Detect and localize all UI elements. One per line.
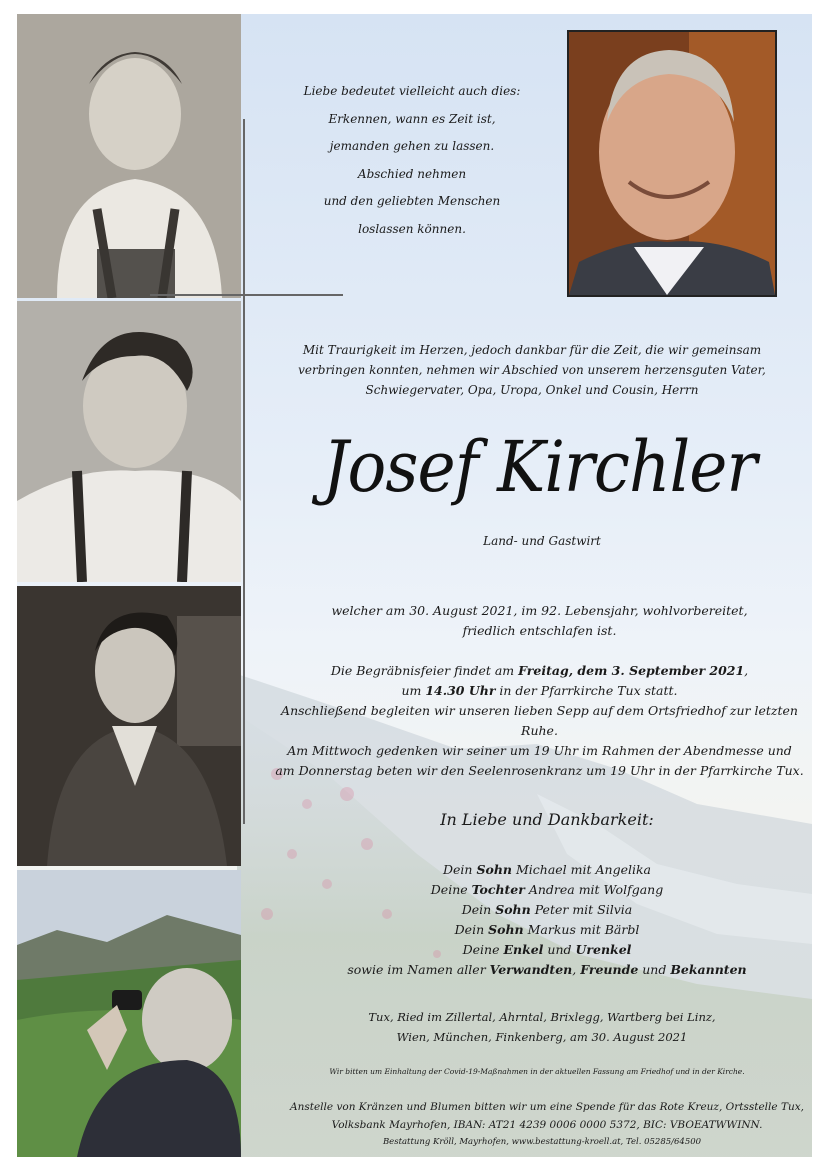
family-member: Deine Tochter Andrea mit Wolfgang (430, 882, 664, 897)
mass-line: am Donnerstag beten wir den Seelenrosenkranz um 19 Uhr in der Pfarrkirche Tux. (275, 763, 804, 778)
family-relatives: sowie im Namen aller Verwandten, Freunde und Bekannten (347, 962, 747, 977)
places-line: Wien, München, Finkenberg, am 30. August 2021 (396, 1030, 688, 1044)
intro-line: verbringen konnten, nehmen wir Abschied von unserem herzensguten Vater, (298, 363, 766, 377)
young-man-photo (17, 301, 241, 582)
obituary-page (17, 14, 812, 1157)
man-in-jacket-photo (17, 586, 241, 866)
deceased-name: Josef Kirchler (322, 426, 757, 508)
undertaker-info: Bestattung Kröll, Mayrhofen, www.bestattung-kroell.at, Tel. 05285/64500 (382, 1137, 702, 1147)
mass-line: Am Mittwoch gedenken wir seiner um 19 Uhr im Rahmen der Abendmesse und (287, 743, 792, 758)
family-list (297, 860, 797, 980)
funeral-info (267, 661, 812, 741)
poem-line: Abschied nehmen (357, 166, 467, 181)
poem (287, 78, 537, 243)
intro-line: Mit Traurigkeit im Herzen, jedoch dankbar für die Zeit, die wir gemeinsam (302, 343, 762, 357)
funeral-line-3: Anschließend begleiten wir unseren lieben Sepp auf dem Ortsfriedhof zur letzten Ruhe. (281, 703, 798, 738)
places-line: Tux, Ried im Zillertal, Ahrntal, Brixlegg, Wartberg bei Linz, (368, 1010, 716, 1024)
portrait-photo (567, 30, 777, 297)
intro-text (267, 340, 797, 400)
binoculars-photo (17, 870, 241, 1157)
poem-line: loslassen können. (358, 221, 466, 236)
funeral-line-1: Die Begräbnisfeier findet am Freitag, dem 3. September 2021, (330, 663, 749, 678)
mass-info (267, 741, 812, 781)
family-member: Dein Sohn Michael mit Angelika (443, 862, 651, 877)
poem-line: jemanden gehen zu lassen. (329, 139, 495, 153)
occupation: Land- und Gastwirt (483, 534, 601, 548)
childhood-photo (17, 14, 241, 298)
death-notice (267, 601, 812, 641)
death-line: friedlich entschlafen ist. (462, 623, 617, 638)
donation-info (287, 1098, 807, 1134)
donation-line: Anstelle von Kränzen und Blumen bitten wir um eine Spende für das Rote Kreuz, Ortsstelle Tux, (290, 1101, 804, 1113)
poem-line: Liebe bedeutet vielleicht auch dies: (303, 84, 521, 98)
donation-line: Volksbank Mayrhofen, IBAN: AT21 4239 0006 0000 5372, BIC: VBOEATWWINN. (331, 1119, 763, 1131)
covid-note: Wir bitten um Einhaltung der Covid-19-Maßnahmen in der aktuellen Fassung am Friedhof und in der Kirche. (329, 1067, 745, 1076)
cross-horizontal-line (150, 294, 343, 296)
death-line: welcher am 30. August 2021, im 92. Lebensjahr, wohlvorbereitet, (331, 603, 748, 618)
funeral-line-2: um 14.30 Uhr in der Pfarrkirche Tux statt. (401, 683, 678, 698)
poem-line: und den geliebten Menschen (323, 194, 501, 208)
cross-vertical-line (243, 119, 245, 824)
thanks-heading: In Liebe und Dankbarkeit: (440, 810, 654, 829)
family-member: Deine Enkel und Urenkel (462, 942, 632, 957)
family-member: Dein Sohn Peter mit Silvia (461, 902, 633, 917)
poem-line: Erkennen, wann es Zeit ist, (328, 111, 496, 126)
places-date (317, 1007, 767, 1047)
family-member: Dein Sohn Markus mit Bärbl (454, 922, 640, 937)
intro-line: Schwiegervater, Opa, Uropa, Onkel und Cousin, Herrn (365, 383, 699, 397)
